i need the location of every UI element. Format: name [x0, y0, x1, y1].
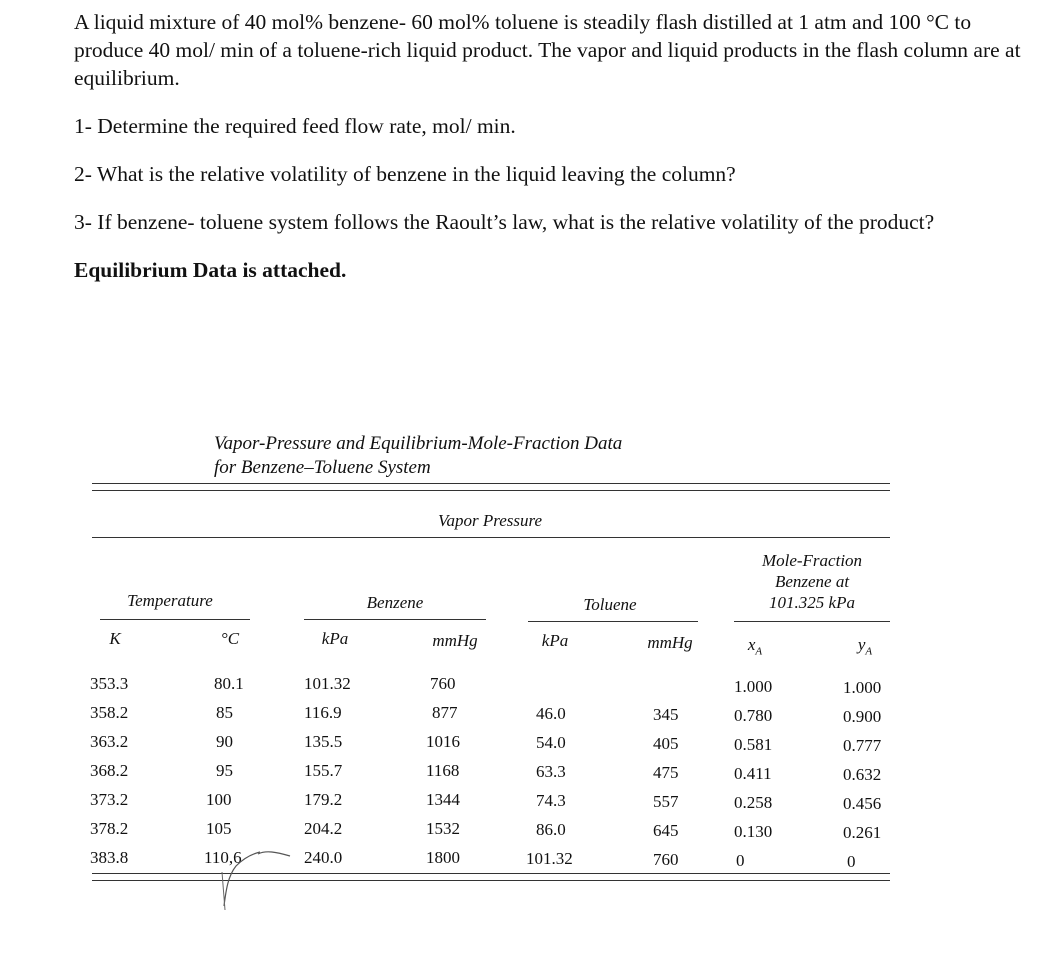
cell-toluene-kpa: 86.0 [536, 820, 566, 839]
cell-benzene-kpa: 204.2 [304, 819, 343, 838]
cell-benzene-mmhg: 1800 [426, 848, 460, 867]
cell-benzene-kpa: 101.32 [304, 674, 351, 693]
vapor-pressure-header: Vapor Pressure [437, 511, 543, 530]
cell-ya: 0.777 [843, 736, 882, 755]
cell-k: 383.8 [90, 848, 129, 867]
cell-xa: 0 [736, 851, 745, 870]
cell-toluene-mmhg: 345 [653, 705, 679, 724]
question-1: 1- Determine the required feed flow rate, mol/ min. [74, 114, 516, 138]
unit-toluene-mmhg: mmHg [647, 633, 693, 652]
cell-celsius: 90 [216, 732, 233, 751]
cell-xa: 1.000 [734, 677, 773, 696]
cell-benzene-mmhg: 760 [430, 674, 456, 693]
question-3: 3- If benzene- toluene system follows the Raoult’s law, what is the relative volatility of the product? [74, 210, 935, 234]
cell-celsius: 105 [206, 819, 232, 838]
cell-toluene-mmhg: 760 [653, 850, 679, 869]
cell-ya: 0.456 [843, 794, 882, 813]
cell-toluene-mmhg: 645 [653, 821, 679, 840]
cell-xa: 0.258 [734, 793, 773, 812]
cell-benzene-mmhg: 1168 [426, 761, 460, 780]
cell-ya: 0.632 [843, 765, 882, 784]
benzene-header: Benzene [366, 593, 424, 612]
cell-benzene-mmhg: 877 [432, 703, 458, 722]
cell-celsius: 85 [216, 703, 233, 722]
unit-benzene-mmhg: mmHg [432, 631, 478, 650]
unit-xa: $x_A$ [747, 635, 763, 658]
problem-intro: A liquid mixture of 40 mol% benzene- 60 mol% toluene is steadily flash distilled at 1 atm and 100 °C to produce 40 mol/ min of a toluene-rich liquid product. The vapor and liquid products in the flash column are at equilibrium. [74, 10, 1021, 90]
cell-toluene-mmhg: 557 [653, 792, 679, 811]
caption-line-1: Vapor-Pressure and Equilibrium-Mole-Fraction Data [214, 433, 623, 454]
cell-benzene-mmhg: 1344 [426, 790, 460, 809]
cell-toluene-mmhg: 475 [653, 763, 679, 782]
cell-benzene-kpa: 135.5 [304, 732, 343, 751]
cell-celsius: 95 [216, 761, 233, 780]
cell-benzene-mmhg: 1016 [426, 732, 460, 751]
unit-toluene-kpa: kPa [541, 631, 569, 650]
caption-line-2: for Benzene–Toluene System [214, 457, 431, 478]
cell-xa: 0.411 [734, 764, 772, 783]
cell-k: 358.2 [90, 703, 129, 722]
cell-toluene-kpa: 54.0 [536, 733, 566, 752]
unit-ya: $y_A$ [857, 635, 873, 658]
cell-benzene-kpa: 116.9 [304, 703, 342, 722]
toluene-header: Toluene [583, 595, 637, 614]
cell-ya: 0 [847, 852, 856, 871]
cell-xa: 0.130 [734, 822, 773, 841]
attachment-note: Equilibrium Data is attached. [74, 258, 347, 282]
cell-xa: 0.581 [734, 735, 773, 754]
unit-benzene-kpa: kPa [321, 629, 349, 648]
cell-k: 353.3 [90, 674, 129, 693]
cell-toluene-kpa: 74.3 [536, 791, 566, 810]
cell-toluene-kpa: 101.32 [526, 849, 573, 868]
cell-k: 378.2 [90, 819, 129, 838]
cell-benzene-mmhg: 1532 [426, 819, 460, 838]
cell-toluene-kpa: 63.3 [536, 762, 566, 781]
mole-fraction-line-2: Benzene at [774, 572, 850, 591]
cell-celsius: 110,6 [204, 848, 242, 867]
cell-k: 368.2 [90, 761, 129, 780]
mole-fraction-line-1: Mole-Fraction [761, 551, 863, 570]
temperature-header: Temperature [127, 591, 213, 610]
unit-celsius: °C [220, 629, 240, 648]
cell-k: 363.2 [90, 732, 129, 751]
cell-xa: 0.780 [734, 706, 773, 725]
cell-benzene-kpa: 179.2 [304, 790, 343, 809]
mole-fraction-line-3: 101.325 kPa [769, 593, 855, 612]
cell-ya: 0.900 [843, 707, 882, 726]
cell-ya: 1.000 [843, 678, 882, 697]
cell-benzene-kpa: 240.0 [304, 848, 343, 867]
question-2: 2- What is the relative volatility of benzene in the liquid leaving the column? [74, 162, 736, 186]
cell-celsius: 100 [206, 790, 232, 809]
cell-k: 373.2 [90, 790, 129, 809]
cell-toluene-mmhg: 405 [653, 734, 679, 753]
cell-celsius: 80.1 [214, 674, 244, 693]
cell-benzene-kpa: 155.7 [304, 761, 343, 780]
cell-ya: 0.261 [843, 823, 882, 842]
cell-toluene-kpa: 46.0 [536, 704, 566, 723]
unit-k: K [109, 629, 121, 648]
